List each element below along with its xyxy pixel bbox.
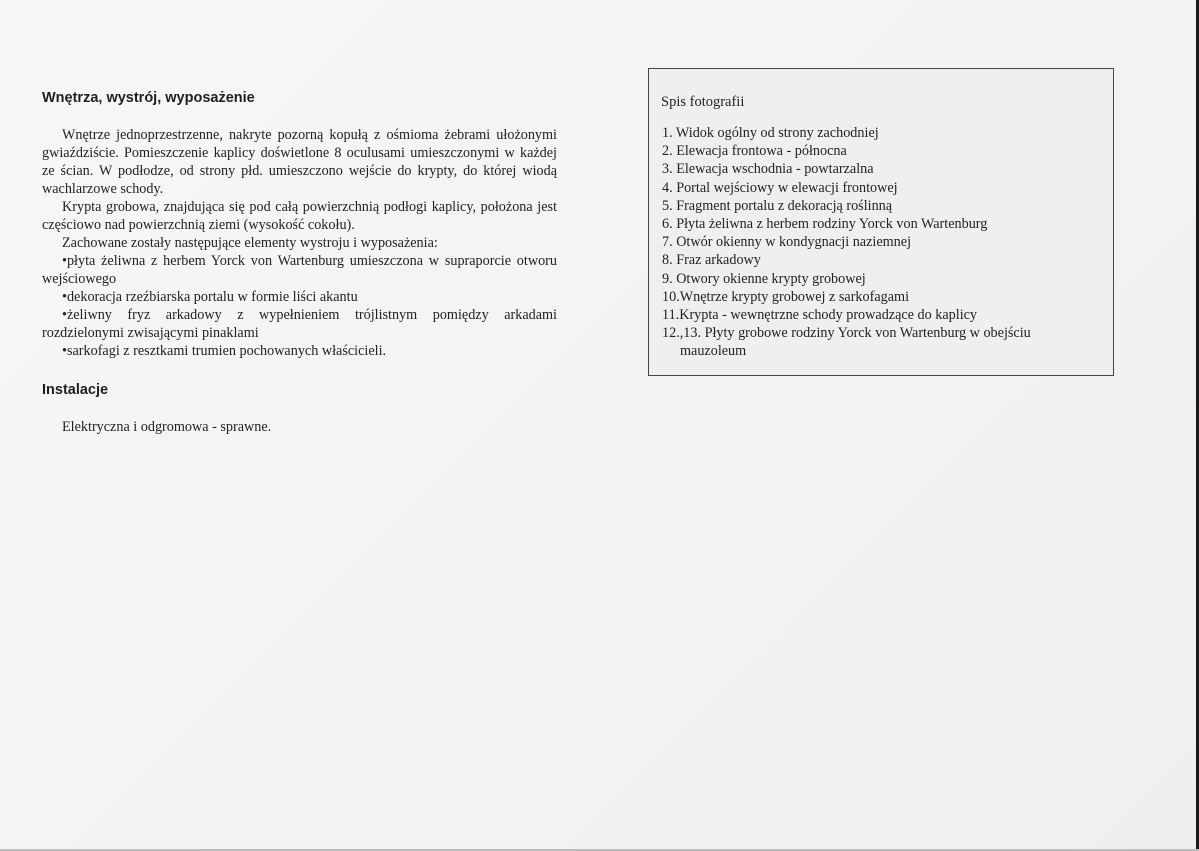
- interior-bullet-1: •płyta żeliwna z herbem Yorck von Wartenburg umieszczona w supraporcie otworu wejściowego: [42, 253, 557, 287]
- interior-heading: Wnętrza, wystrój, wyposażenie: [42, 90, 255, 106]
- installations-text: Elektryczna i odgromowa - sprawne.: [62, 419, 272, 435]
- photo-list-item: 1. Widok ogólny od strony zachodniej: [662, 125, 879, 141]
- photo-list-item: 3. Elewacja wschodnia - powtarzalna: [662, 161, 874, 178]
- interior-bullet-3: •żeliwny fryz arkadowy z wypełnieniem trójlistnym pomiędzy arkadami rozdzielonymi zwisającymi pinaklami: [42, 307, 557, 341]
- interior-paragraph-1: Wnętrze jednoprzestrzenne, nakryte pozorną kopułą z ośmioma żebrami ułożonymi gwiaździście. Pomieszczenie kaplicy doświetlone 8 oculusami umieszczonymi w każdej ze ścian. W podłodze, od strony płd. umieszczono wejście do krypty, do której wiodą wachlarzowe schody.: [42, 127, 557, 197]
- photo-list: [662, 124, 1107, 361]
- photo-list-box: [648, 68, 1114, 376]
- photo-list-item: 4. Portal wejściowy w elewacji frontowej: [662, 179, 898, 196]
- interior-bullet-2: •dekoracja rzeźbiarska portalu w formie liści akantu: [62, 289, 358, 305]
- installations-heading: Instalacje: [42, 382, 109, 398]
- photo-list-item: 10.Wnętrze krypty grobowej z sarkofagami: [662, 288, 910, 305]
- interior-paragraph-2: Krypta grobowa, znajdująca się pod całą powierzchnią podłogi kaplicy, położona jest częściowo nad powierzchnią ziemi (wysokość cokołu).: [42, 199, 557, 233]
- left-column: [42, 90, 557, 436]
- photo-list-item: 9. Otwory okienne krypty grobowej: [662, 270, 866, 287]
- photo-list-item: 11.Krypta - wewnętrzne schody prowadzące do kaplicy: [662, 307, 978, 324]
- photo-list-item: 2. Elewacja frontowa - północna: [662, 143, 847, 160]
- interior-bullet-4: •sarkofagi z resztkami trumien pochowanych właścicieli.: [62, 343, 387, 359]
- photo-list-item: 12.,13. Płyty grobowe rodziny Yorck von Wartenburg w obejściu: [662, 325, 1031, 342]
- photo-list-item: 7. Otwór okienny w kondygnacji naziemnej: [662, 234, 912, 251]
- photo-list-item-continuation: mauzoleum: [680, 343, 747, 360]
- photo-list-title: Spis fotografii: [661, 94, 745, 110]
- interior-paragraph-3: Zachowane zostały następujące elementy wystroju i wyposażenia:: [62, 235, 438, 251]
- photo-list-item: 5. Fragment portalu z dekoracją roślinną: [662, 197, 893, 214]
- photo-list-item: 8. Fraz arkadowy: [662, 252, 761, 269]
- photo-list-item: 6. Płyta żeliwna z herbem rodziny Yorck von Wartenburg: [662, 216, 988, 233]
